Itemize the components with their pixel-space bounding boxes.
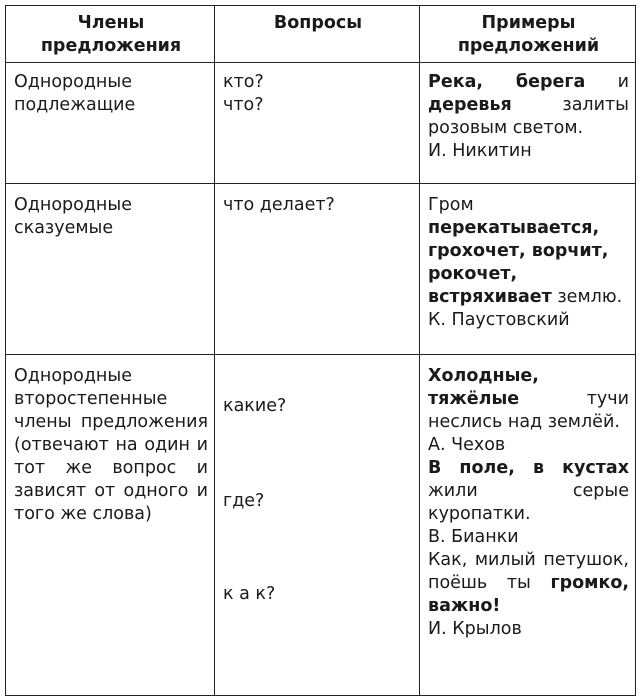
header-row — [6, 6, 636, 63]
question: что делает? — [223, 195, 335, 215]
example-author: К. Паустовский — [428, 310, 570, 330]
header-questions: Вопросы — [215, 6, 420, 63]
questions-cell — [215, 63, 420, 184]
homogeneous-members-table — [5, 5, 636, 696]
example-text: тучи неслись над землёй. — [428, 389, 629, 432]
member-cell: Однородные сказуемые — [6, 184, 215, 355]
example-text: землю. — [551, 287, 623, 307]
member-cell: Однородные подлежащие — [6, 63, 215, 184]
table-row — [6, 355, 636, 696]
example-bold: перекатывается, грохочет, ворчит, рокочет, встряхивает — [428, 218, 609, 307]
questions-cell — [215, 355, 420, 696]
question: к а к? — [223, 584, 276, 604]
questions-cell — [215, 184, 420, 355]
example-text: жили серые куропатки. — [428, 481, 629, 524]
question: какие? — [223, 396, 287, 416]
example-cell — [420, 184, 636, 355]
example-bold: В поле, в кустах — [428, 458, 629, 478]
example-author: И. Никитин — [428, 141, 532, 161]
example-text: залиты розовым светом. — [428, 95, 629, 138]
table-row — [6, 63, 636, 184]
question: где? — [223, 491, 265, 511]
question: что? — [223, 95, 264, 115]
example-text: Гром — [428, 195, 474, 215]
example-cell — [420, 63, 636, 184]
example-author: В. Бианки — [428, 527, 519, 547]
example-text: Как, милый петушок, поёшь ты — [428, 550, 629, 593]
example-cell — [420, 355, 636, 696]
example-bold: деревья — [428, 95, 512, 115]
example-bold: Холодные, тяжёлые — [428, 366, 539, 409]
example-bold: громко, важно! — [428, 573, 629, 616]
question: кто? — [223, 72, 264, 92]
header-members: Члены предложения — [6, 6, 215, 63]
header-examples: Примеры предложений — [420, 6, 636, 63]
example-bold: Река, берега — [428, 72, 586, 92]
example-author: И. Крылов — [428, 619, 522, 639]
member-cell: Однородные второстепенные члены предложения (отвечают на один и тот же вопрос и зависят от одного и того же слова) — [6, 355, 215, 696]
table-row — [6, 184, 636, 355]
example-text: и — [585, 72, 629, 92]
example-author: А. Чехов — [428, 435, 506, 455]
